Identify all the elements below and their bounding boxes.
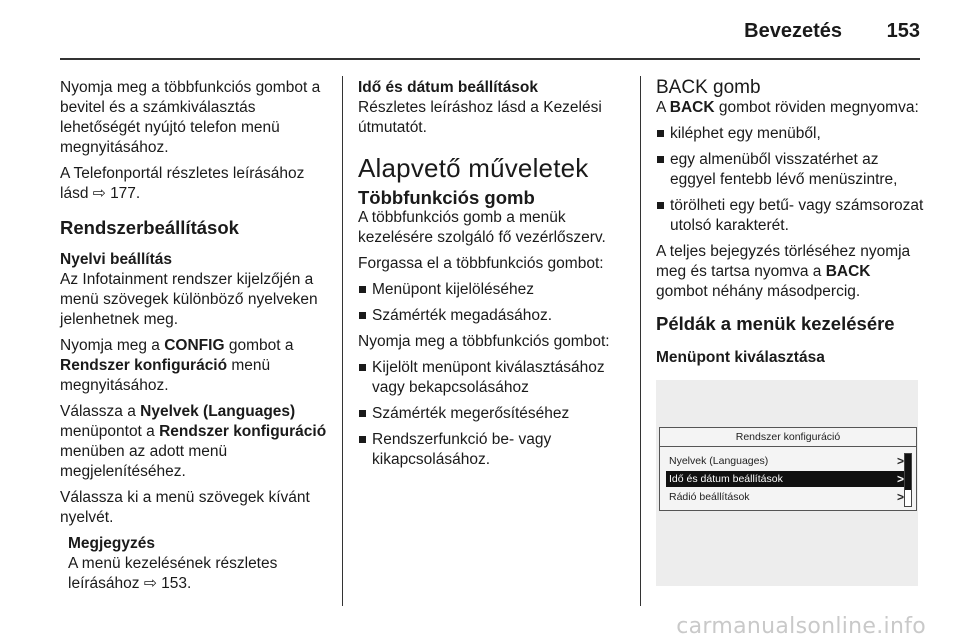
list-turn-actions (358, 280, 626, 326)
back-label-2: BACK (825, 263, 871, 280)
paragraph-knob-desc: A többfunkciós gomb a menük kezelésére szolgáló fő vezérlőszerv. (358, 209, 606, 246)
display-screenshot (656, 380, 918, 586)
page-number: 153 (886, 20, 920, 42)
paragraph-press-knob: Nyomja meg a többfunkciós gombot: (358, 333, 610, 350)
list-item: Kijelölt menüpont kiválasztásához vagy bekapcsolásához (358, 358, 626, 398)
text: gombot néhány másodpercig. (656, 283, 861, 300)
menu-item-time-date[interactable] (666, 471, 906, 487)
column-1 (60, 78, 328, 594)
column-divider-1 (342, 76, 343, 606)
text: A (656, 99, 670, 116)
column-3 (656, 78, 924, 368)
list-back-actions (656, 124, 924, 236)
paragraph-select-language (60, 402, 328, 482)
paragraph-config-button (60, 336, 328, 396)
page-reference-153[interactable]: 153. (161, 575, 192, 592)
heading-multifunction-knob: Többfunkciós gomb (358, 187, 535, 208)
back-label: BACK (669, 99, 715, 116)
list-item: egy almenüből visszatérhet az eggyel fentebb lévő menüszintre, (656, 150, 924, 190)
heading-menu-examples: Példák a menük kezelésére (656, 313, 895, 334)
paragraph-see-manual: Részletes leíráshoz lásd a Kezelési útmutatót. (358, 99, 602, 136)
paragraph-back-press (656, 98, 924, 118)
list-item: Számérték megadásához. (358, 306, 626, 326)
text: menüben az adott menü megjelenítéséhez. (60, 443, 228, 480)
heading-basic-operations: Alapvető műveletek (358, 153, 589, 183)
text: menüpontot a (60, 423, 160, 440)
list-item: törölheti egy betű- vagy számsorozat utolsó karakterét. (656, 196, 924, 236)
list-item: kiléphet egy menüből, (656, 124, 924, 144)
page-reference-177[interactable]: 177. (110, 185, 141, 202)
menu-item-label: Nyelvek (Languages) (669, 455, 769, 467)
text: gombot röviden megnyomva: (714, 99, 919, 116)
section-title: Bevezetés (744, 20, 842, 42)
list-item: Rendszerfunkció be- vagy kikapcsolásához. (358, 430, 626, 470)
paragraph-choose-language: Válassza ki a menü szövegek kívánt nyelvét. (60, 489, 310, 526)
heading-back-button: BACK gomb (656, 77, 761, 98)
system-config-menu (659, 427, 917, 511)
config-button-label: CONFIG (164, 337, 225, 354)
paragraph-languages: Az Infotainment rendszer kijelzőjén a menü szövegek különböző nyelveken jelenhetnek meg. (60, 271, 318, 328)
menu-item-radio[interactable] (666, 489, 906, 505)
note-block (68, 534, 328, 594)
subheading-language: Nyelvi beállítás (60, 251, 173, 268)
scrollbar-thumb[interactable] (905, 454, 911, 490)
watermark: carmanualsonline.info (676, 614, 926, 639)
languages-item-label: Nyelvek (Languages) (140, 403, 296, 420)
column-divider-2 (640, 76, 641, 606)
paragraph-phone-portal (60, 164, 328, 204)
list-item: Menüpont kijelöléséhez (358, 280, 626, 300)
chevron-right-icon: > (896, 454, 904, 468)
menu-item-label: Rádió beállítások (669, 491, 750, 503)
system-config-menu-label: Rendszer konfiguráció (60, 357, 228, 374)
list-press-actions (358, 358, 626, 470)
text: A menü kezelésének részletes leírásához (68, 555, 278, 592)
column-2 (358, 78, 626, 476)
text: gombot a (224, 337, 294, 354)
paragraph-back-hold (656, 242, 924, 302)
header-divider (60, 58, 920, 60)
chevron-right-icon: > (896, 472, 904, 486)
text: Válassza a (60, 403, 141, 420)
note-text (68, 554, 328, 594)
system-config-menu-label-2: Rendszer konfiguráció (159, 423, 327, 440)
menu-title: Rendszer konfiguráció (660, 428, 916, 447)
paragraph-turn-knob: Forgassa el a többfunkciós gombot: (358, 255, 604, 272)
text: A teljes bejegyzés törléséhez nyomja meg és tartsa nyomva a (656, 243, 911, 280)
subheading-menu-select: Menüpont kiválasztása (656, 349, 825, 366)
list-item: Számérték megerősítéséhez (358, 404, 626, 424)
phone-portal-text: A Telefonportál részletes leírásához lásd (60, 165, 305, 202)
paragraph-phone-menu: Nyomja meg a többfunkciós gombot a bevitel és a számkiválasztás lehetőségét nyújtó telefon menü megnyitásához. (60, 79, 321, 156)
text: menü megnyitásához. (60, 357, 271, 394)
heading-system-settings: Rendszerbeállítások (60, 217, 239, 238)
text: Nyomja meg a (60, 337, 165, 354)
menu-item-languages[interactable] (666, 453, 906, 469)
menu-item-label: Idő és dátum beállítások (669, 473, 783, 485)
page-header (0, 0, 960, 58)
page-reference-arrow-icon[interactable]: ⇨ (92, 185, 106, 202)
note-title: Megjegyzés (68, 535, 156, 552)
subheading-time-date: Idő és dátum beállítások (358, 79, 539, 96)
page-reference-arrow-icon[interactable]: ⇨ (143, 575, 157, 592)
menu-scrollbar[interactable] (904, 453, 912, 507)
chevron-right-icon: > (896, 490, 904, 504)
